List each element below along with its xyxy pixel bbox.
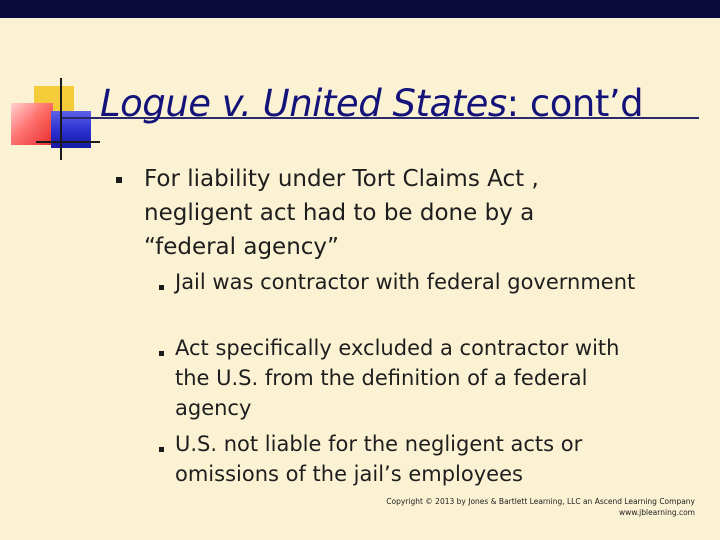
logo-vertical-line: [60, 78, 62, 160]
logo-short-horizontal-line: [36, 141, 100, 143]
sub-bullet-exclusion: Act specifically excluded a contractor with the U.S. from the definition of a federal agency: [175, 336, 620, 420]
slide-title: [100, 82, 643, 125]
publisher-url: www.jblearning.com: [619, 508, 695, 517]
sub-bullet-marker: [159, 447, 164, 452]
bullet-marker: [116, 177, 122, 183]
title-suffix: : cont’d: [506, 82, 644, 125]
copyright-footer: [386, 496, 695, 518]
bullet-main: For liability under Tort Claims Act , negligent act had to be done by a “federal agency”: [144, 166, 539, 260]
sub-bullet-not-liable: U.S. not liable for the negligent acts or omissions of the jail’s employees: [175, 432, 583, 486]
logo-red-square: [11, 103, 53, 145]
sub-bullet-marker: [159, 285, 164, 290]
sub-bullet-contractor: Jail was contractor with federal government: [175, 270, 636, 294]
copyright-text: Copyright © 2013 by Jones & Bartlett Learning, LLC an Ascend Learning Company: [386, 497, 695, 506]
sub-bullet-marker: [159, 351, 164, 356]
title-case-name: Logue v. United States: [100, 82, 507, 125]
